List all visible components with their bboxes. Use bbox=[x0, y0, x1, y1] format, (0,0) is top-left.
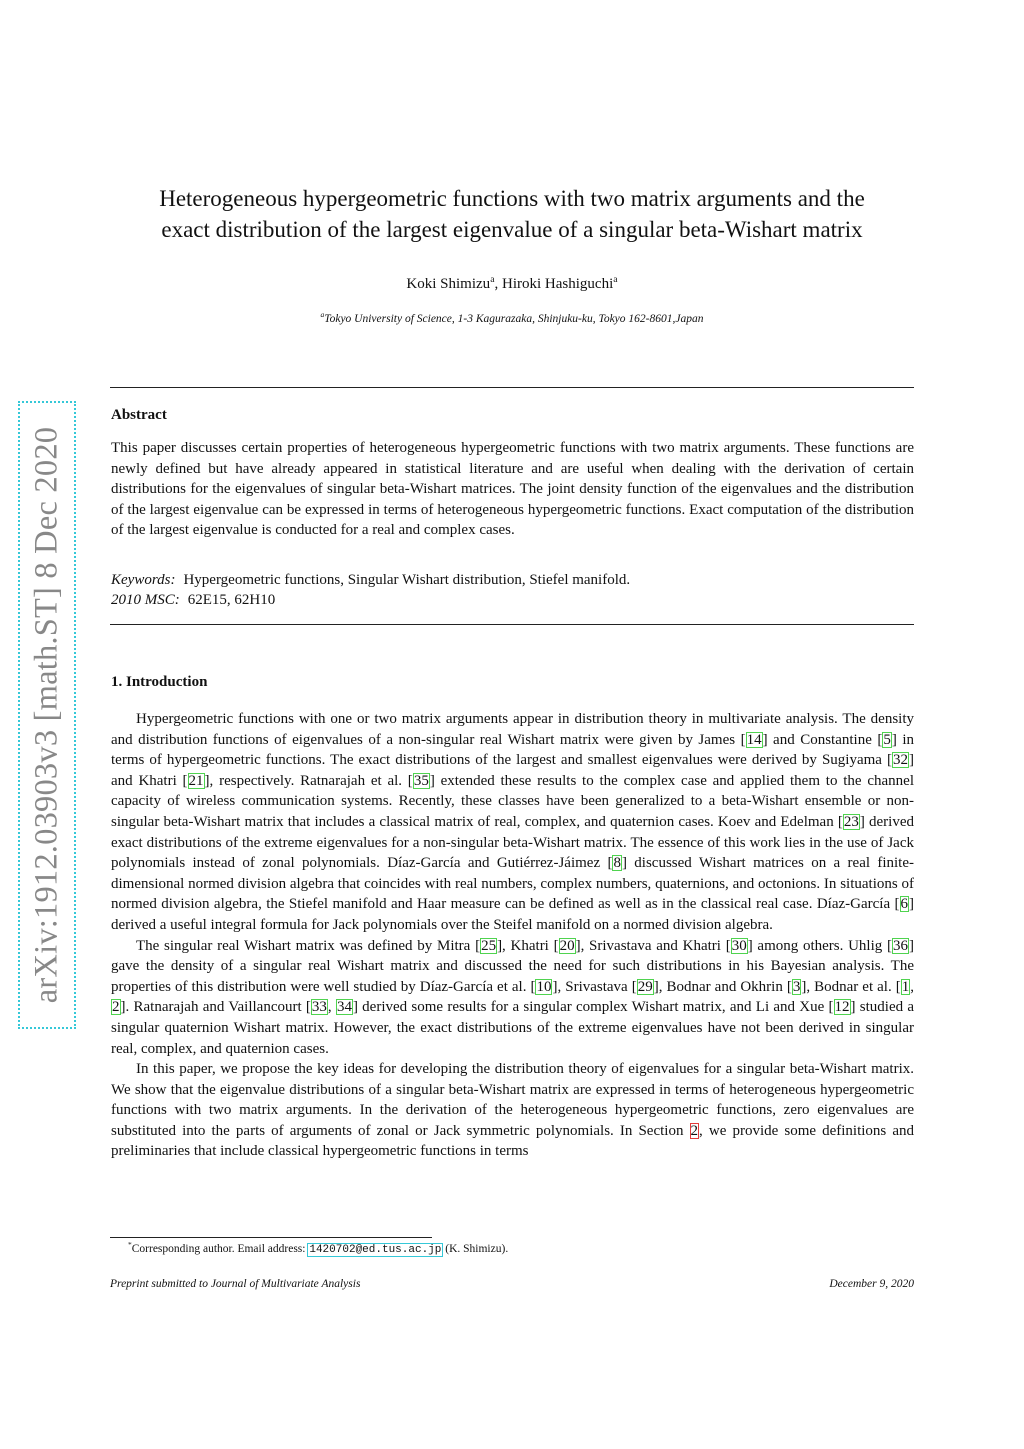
msc-line bbox=[111, 590, 914, 611]
affiliation bbox=[110, 310, 914, 325]
citation-link[interactable]: 25 bbox=[481, 937, 497, 954]
email-link[interactable]: 1420702@ed.tus.ac.jp bbox=[309, 1244, 442, 1256]
citation-link[interactable]: 10 bbox=[536, 978, 552, 995]
citation-link[interactable]: 20 bbox=[559, 937, 575, 954]
intro-paragraph-2: The singular real Wishart matrix was defined by Mitra [25], Khatri [20], Srivastava and Khatri [30] among others. Uhlig [36] gave the density of a singular real Wishart matrix and discussed the need for such distributions in his Bayesian analysis. The properties of this distribution were well studied by Díaz-García et al. [10], Srivastava [29], Bodnar and Okhrin [3], Bodnar et al. [1, 2]. Ratnarajah and Vaillancourt [33, 34] derived some results for a singular complex Wishart matrix, and Li and Xue [12] studied a singular quaternion Wishart matrix. However, the exact distributions of the extreme eigenvalues have not been derived in singular real, complex, and quaternion cases. bbox=[111, 937, 915, 1057]
abstract-body bbox=[111, 438, 914, 541]
intro-paragraph-1: Hypergeometric functions with one or two matrix arguments appear in distribution theory in multivariate analysis. The density and distribution functions of eigenvalues of a non-singular real Wishart matrix were given by James [14] and Constantine [5] in terms of hypergeometric functions. The exact distributions of the largest and smallest eigenvalues were derived by Sugiyama [32] and Khatri [21], respectively. Ratnarajah et al. [35] extended these results to the complex case and applied them to the channel capacity of wireless communication systems. Recently, these classes have been generalized to a beta-Wishart ensemble or non-singular beta-Wishart matrix that includes a classical matrix of real, complex, and quaternion cases. Koev and Edelman [23] derived exact distributions of the extreme eigenvalues for a non-singular beta-Wishart matrix. The essence of this work lies in the use of Jack polynomials instead of zonal polynomials. Díaz-García and Gutiérrez-Jáimez [8] discussed Wishart matrices on a real finite-dimensional normed division algebra that coincides with real numbers, complex numbers, quaternions, and octonions. In situations of normed division algebra, the Stiefel manifold and Haar measure can be defined as well as in the classical real case. Díaz-García [6] derived a useful integral formula for Jack polynomials over the Steifel manifold on a normed division algebra. bbox=[111, 711, 915, 933]
intro-paragraph-3: In this paper, we propose the key ideas for developing the distribution theory of eigenvalues for a singular beta-Wishart matrix. We show that the eigenvalue distributions of a singular beta-Wishart matrix are expressed in terms of heterogeneous hypergeometric functions with two matrix arguments. In the derivation of the heterogeneous hypergeometric functions, zero eigenvalues are substituted into the parts of arguments of zonal or Jack symmetric polynomials. In Section 2, we provide some definitions and preliminaries that include classical hypergeometric functions in terms bbox=[111, 1061, 915, 1160]
citation-link[interactable]: 35 bbox=[413, 772, 429, 789]
citation-link[interactable]: 29 bbox=[637, 978, 653, 995]
section-reference-link[interactable]: 2 bbox=[690, 1122, 699, 1139]
author-2: Hiroki Hashiguchi bbox=[502, 276, 614, 292]
citation-link[interactable]: 32 bbox=[893, 752, 908, 769]
msc-text: 62E15, 62H10 bbox=[187, 592, 276, 608]
abstract-text: This paper discusses certain properties of heterogeneous hypergeometric functions with two matrix arguments. These functions are newly defined but have already appeared in statistical literature and are useful when dealing with the derivation of certain distributions for the eigenvalues of singular beta-Wishart matrices. The joint density function of the eigenvalues and the distribution of the largest eigenvalue can be expressed in terms of heterogeneous hypergeometric functions. Exact computation of the distribution of the largest eigenvalue is conducted for a real and complex cases. bbox=[111, 440, 914, 539]
affiliation-mark: a bbox=[320, 310, 325, 320]
footnote-mark: * bbox=[128, 1240, 132, 1250]
abstract-bottom-rule bbox=[110, 624, 914, 625]
title-line-1: Heterogeneous hypergeometric functions with two matrix arguments and the bbox=[159, 186, 865, 211]
paper-title bbox=[110, 183, 914, 245]
abstract-heading: Abstract bbox=[111, 407, 167, 423]
citation-link[interactable]: 5 bbox=[883, 731, 891, 748]
author-separator: , bbox=[494, 276, 503, 292]
author-1: Koki Shimizu bbox=[406, 276, 491, 292]
introduction-body bbox=[111, 709, 914, 1162]
footer-journal: Preprint submitted to Journal of Multivariate Analysis bbox=[110, 1278, 361, 1290]
citation-link[interactable]: 21 bbox=[188, 772, 204, 789]
footnote bbox=[128, 1240, 509, 1256]
citation-link[interactable]: 1 bbox=[901, 978, 910, 995]
author-2-affiliation-mark: a bbox=[613, 274, 618, 285]
footnote-rule bbox=[110, 1237, 432, 1238]
footnote-text: Corresponding author. Email address: bbox=[131, 1243, 309, 1255]
msc-label: 2010 MSC: bbox=[111, 592, 180, 608]
citation-link[interactable]: 33 bbox=[311, 999, 327, 1016]
citation-link[interactable]: 23 bbox=[843, 813, 859, 830]
keywords-label: Keywords: bbox=[111, 572, 176, 588]
arxiv-identifier-text: arXiv:1912.03903v3 [math.ST] 8 Dec 2020 bbox=[28, 426, 65, 1004]
citation-link[interactable]: 34 bbox=[336, 999, 352, 1016]
section-heading-introduction: 1. Introduction bbox=[111, 674, 208, 690]
citation-link[interactable]: 36 bbox=[893, 937, 908, 954]
citation-link[interactable]: 6 bbox=[900, 896, 908, 913]
arxiv-identifier-link[interactable] bbox=[20, 403, 74, 1027]
author-1-affiliation-mark: a bbox=[490, 274, 495, 285]
citation-link[interactable]: 2 bbox=[112, 999, 120, 1016]
citation-link[interactable]: 30 bbox=[731, 937, 747, 954]
citation-link[interactable]: 8 bbox=[613, 855, 621, 872]
author-list bbox=[110, 276, 914, 293]
citation-link[interactable]: 3 bbox=[792, 978, 801, 995]
affiliation-text: Tokyo University of Science, 1-3 Kagurazaka, Shinjuku-ku, Tokyo 162-8601,Japan bbox=[324, 313, 704, 325]
keywords-text: Hypergeometric functions, Singular Wishart distribution, Stiefel manifold. bbox=[183, 572, 631, 588]
footnote-after: (K. Shimizu). bbox=[442, 1243, 509, 1255]
title-line-2: exact distribution of the largest eigenvalue of a singular beta-Wishart matrix bbox=[161, 217, 863, 242]
keywords-line bbox=[111, 570, 914, 591]
abstract-top-rule bbox=[110, 387, 914, 388]
citation-link[interactable]: 12 bbox=[834, 999, 850, 1016]
citation-link[interactable]: 14 bbox=[746, 731, 762, 748]
footer-date: December 9, 2020 bbox=[829, 1278, 914, 1290]
